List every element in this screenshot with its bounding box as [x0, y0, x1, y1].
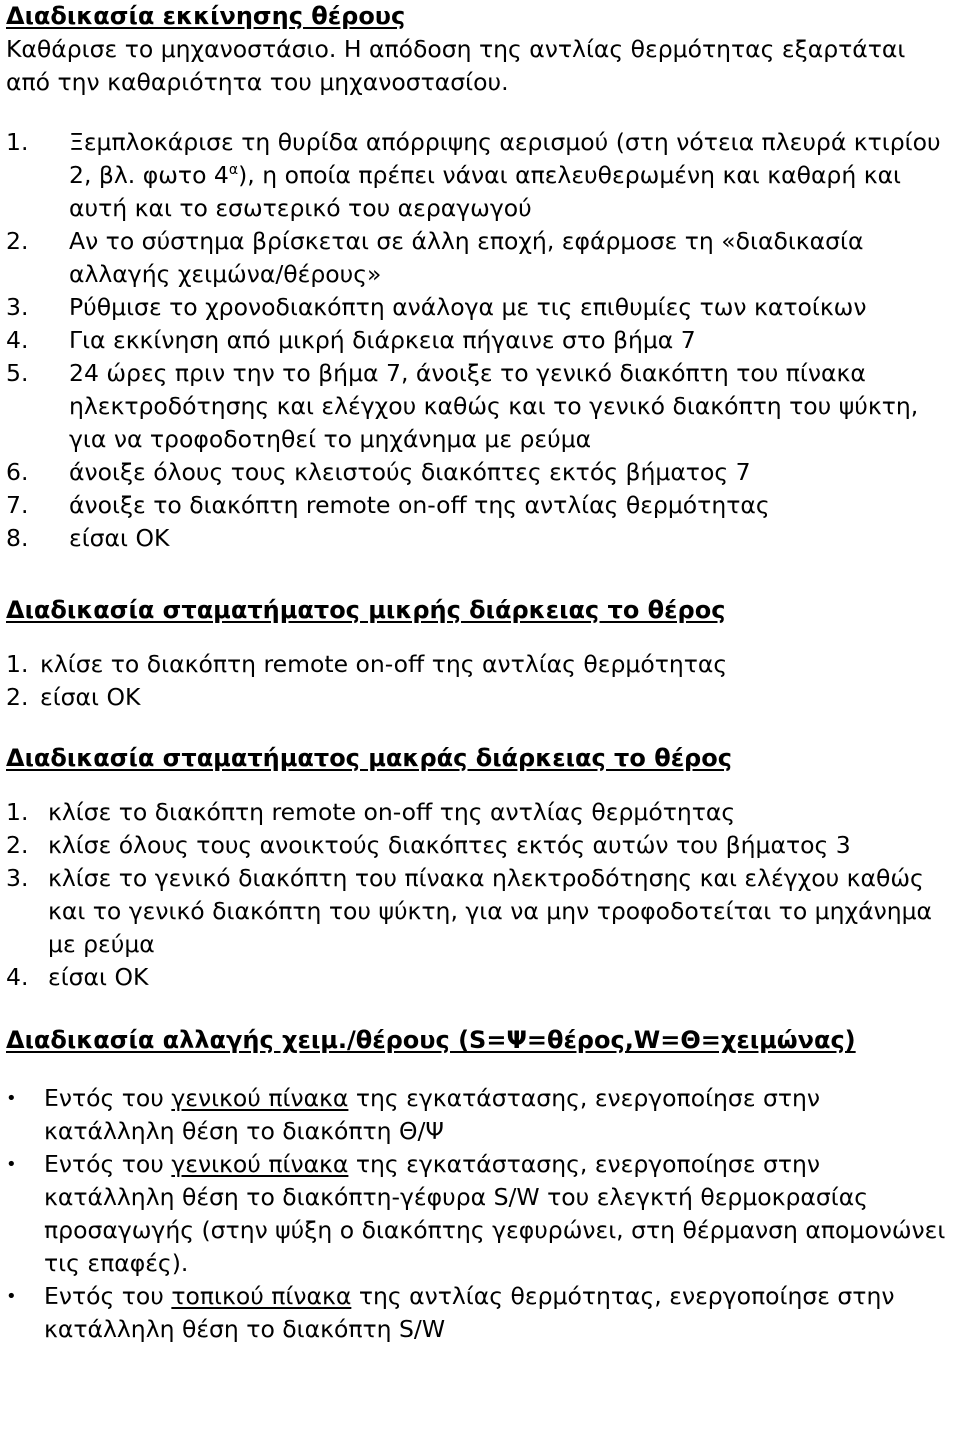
list-item: • Εντός του γενικού πίνακα της εγκατάστασης, ενεργοποίησε στην κατάλληλη θέση το διακόπτη Θ/Ψ: [6, 1082, 956, 1148]
stop-short-steps: [6, 648, 956, 714]
bullet-icon: •: [6, 1286, 17, 1307]
bullet-icon: •: [6, 1088, 17, 1109]
list-item: 4. είσαι ΟΚ: [6, 963, 149, 991]
list-item: 1. κλίσε το διακόπτη remote on-off της αντλίας θερμότητας: [6, 650, 728, 678]
start-steps: [6, 126, 956, 555]
list-item: 3. Ρύθμισε το χρονοδιακόπτη ανάλογα με τις επιθυμίες των κατοίκων: [6, 293, 867, 321]
list-item: 5. 24 ώρες πριν την το βήμα 7, άνοιξε το γενικό διακόπτη του πίνακα ηλεκτροδότησης και ελέγχου καθώς και το γενικό διακόπτη του ψύκτη, για να τροφοδοτηθεί το μηχάνημα με ρεύμα: [6, 359, 919, 453]
list-item: 3. κλίσε το γενικό διακόπτη του πίνακα ηλεκτροδότησης και ελέγχου καθώς και το γενικό διακόπτη του ψύκτη, για να μην τροφοδοτείται το μηχάνημα με ρεύμα: [6, 864, 933, 958]
section-title-stop-short: Διαδικασία σταματήματος μικρής διάρκειας το θέρος: [6, 596, 726, 624]
list-item: 2. κλίσε όλους τους ανοικτούς διακόπτες εκτός αυτών του βήματος 3: [6, 831, 851, 859]
document-page: [6, 0, 956, 1346]
bullet-icon: •: [6, 1154, 17, 1175]
section-title-changeover: Διαδικασία αλλαγής χειμ./θέρους (S=Ψ=θέρος,W=Θ=χειμώνας): [6, 1026, 856, 1054]
list-item: • Εντός του τοπικού πίνακα της αντλίας θερμότητας, ενεργοποίησε στην κατάλληλη θέση το διακόπτη S/W: [6, 1280, 956, 1346]
list-item: 4. Για εκκίνηση από μικρή διάρκεια πήγαινε στο βήμα 7: [6, 326, 696, 354]
list-item: 2. Αν το σύστημα βρίσκεται σε άλλη εποχή, εφάρμοσε τη «διαδικασία αλλαγής χειμώνα/θέρους»: [6, 227, 864, 288]
list-item: 8. είσαι ΟΚ: [6, 524, 170, 552]
changeover-list: [6, 1082, 956, 1346]
list-item: • Εντός του γενικού πίνακα της εγκατάστασης, ενεργοποίησε στην κατάλληλη θέση το διακόπτη-γέφυρα S/W του ελεγκτή θερμοκρασίας προσαγωγής (στην ψύξη ο διακόπτης γεφυρώνει, στη θέρμανση απομονώνει τις επαφές).: [6, 1148, 956, 1280]
start-intro: Καθάρισε το μηχανοστάσιο. Η απόδοση της αντλίας θερμότητας εξαρτάται από την καθαριότητα του μηχανοστασίου.: [6, 35, 906, 96]
section-title-stop-long: Διαδικασία σταματήματος μακράς διάρκειας το θέρος: [6, 744, 732, 772]
stop-long-steps: [6, 796, 956, 994]
list-item: 1. Ξεμπλοκάρισε τη θυρίδα απόρριψης αερισμού (στη νότεια πλευρά κτιρίου 2, βλ. φωτο $4^\alpha$), η οποία πρέπει νάναι απελευθερωμένη και καθαρή και αυτή και το εσωτερικό του αεραγωγού: [6, 128, 941, 222]
list-item: 7. άνοιξε το διακόπτη remote on-off της αντλίας θερμότητας: [6, 491, 770, 519]
list-item: 6. άνοιξε όλους τους κλειστούς διακόπτες εκτός βήματος 7: [6, 458, 751, 486]
list-item: 2. είσαι ΟΚ: [6, 683, 141, 711]
section-title-start: Διαδικασία εκκίνησης θέρους: [6, 2, 406, 30]
list-item: 1. κλίσε το διακόπτη remote on-off της αντλίας θερμότητας: [6, 798, 736, 826]
